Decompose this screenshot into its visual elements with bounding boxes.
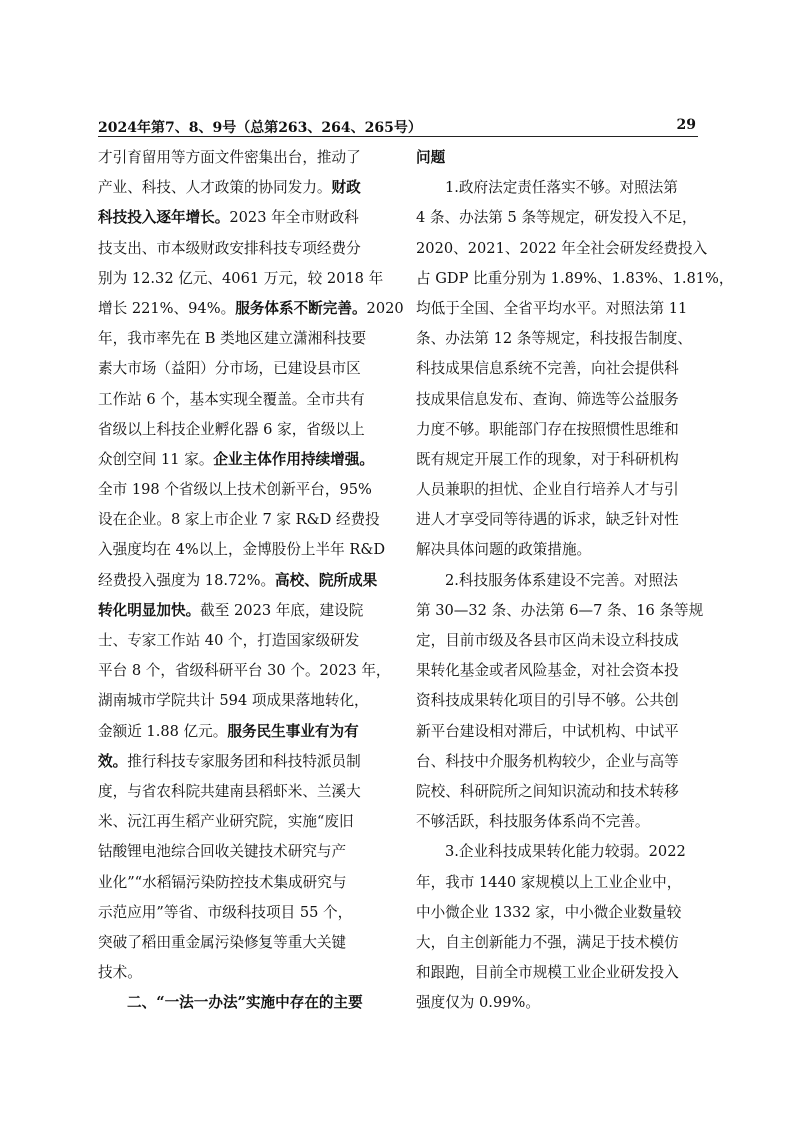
text-line [98,264,388,294]
body-text: 均低于全国、全省平均水平。对照法第 11 [416,299,688,317]
body-text: 年，我市 1440 家规模以上工业企业中， [416,873,682,891]
text-line [416,988,700,1018]
body-text: 解决具体问题的政策措施。 [416,541,592,559]
body-text: 年，我市率先在 B 类地区建立潇湘科技要 [98,330,367,348]
header-rule [98,136,698,137]
running-header [98,114,696,136]
text-line [98,898,388,928]
text-line [416,777,700,807]
body-text: 金额近 1.88 亿元。 [98,722,228,740]
text-line [416,505,700,535]
body-text: 省级以上科技企业孵化器 6 家，省级以上 [98,420,365,438]
text-line [98,234,388,264]
body-text: 既有规定开展工作的现象，对于科研机构 [416,450,679,468]
bold-text: 二、“一法一办法”实施中存在的主要 [127,994,363,1012]
body-text: 钴酸锂电池综合回收关键技术研究与产 [98,843,347,861]
text-line [416,717,700,747]
body-text: 力度不够。职能部门存在按照惯性思维和 [416,420,679,438]
text-line [98,385,388,415]
text-line [98,324,388,354]
body-text: 院校、科研院所之间知识流动和技术转移 [416,782,679,800]
body-text: 产业、科技、人才政策的协同发力。 [98,179,332,197]
text-line [98,868,388,898]
bold-text: 高校、院所成果 [275,571,378,589]
text-line [98,928,388,958]
bold-text: 财政 [331,179,361,197]
bold-text: 效。 [98,752,128,770]
body-text: 推行科技专家服务团和科技特派员制 [127,752,361,770]
body-text: 进人才享受同等待遇的诉求，缺乏针对性 [416,511,679,529]
text-line [98,535,388,565]
body-text: 工作站 6 个，基本实现全覆盖。全市共有 [98,390,365,408]
text-line [98,505,388,535]
body-text: 湖南城市学院共计 594 项成果落地转化， [98,692,369,710]
body-text: 业化”“水稻镉污染防控技术集成研究与 [98,873,347,891]
body-text: 不够活跃，科技服务体系尚不完善。 [416,813,650,831]
body-text: 3.企业科技成果转化能力较弱。2022 [445,843,686,861]
text-line [98,807,388,837]
text-line [98,626,388,656]
text-line [416,385,700,415]
body-text: 科技成果信息系统不完善，向社会提供科 [416,360,679,378]
text-line [416,234,708,264]
bold-text: 企业主体作用持续增强。 [213,450,374,468]
body-text: 经费投入强度为 18.72%。 [98,571,276,589]
body-text: 2.科技服务体系建设不完善。对照法 [445,571,678,589]
text-line [416,324,700,354]
body-text: 技支出、市本级财政安排科技专项经费分 [98,239,361,257]
body-text: 平台 8 个，省级科研平台 30 个。2023 年， [98,662,391,680]
body-text: 占 GDP 比重分别为 1.89%、1.83%、1.81%， [416,269,734,287]
body-text: 4 条、办法第 5 条等规定，研发投入不足， [416,209,697,227]
text-line [98,958,388,988]
text-line [416,415,700,445]
text-line [416,837,700,867]
body-text: 示范应用”等省、市级科技项目 55 个， [98,903,353,921]
text-line [98,717,388,747]
text-line [98,445,388,475]
body-text: 技术。 [98,964,142,982]
body-text: 台、科技中介服务机构较少，企业与高等 [416,752,679,770]
text-line [416,868,700,898]
body-text: 中小微企业 1332 家，中小微企业数量较 [416,903,682,921]
text-line [416,596,704,626]
text-line [416,807,700,837]
text-line [416,747,700,777]
text-line [416,958,700,988]
body-text: 2023 年全市财政科 [229,209,359,227]
text-line [416,686,700,716]
text-line [98,596,388,626]
body-text: 才引育留用等方面文件密集出台，推动了 [98,149,361,166]
bold-text: 服务民生事业有为有 [227,722,359,740]
body-text: 2020、2021、2022 年全社会研发经费投入 [416,239,708,257]
text-line [416,626,700,656]
text-line [416,203,700,233]
body-text: 和跟跑，目前全市规模工业企业研发投入 [416,964,679,982]
text-line [98,354,388,384]
text-line [416,143,700,173]
body-text: 突破了稻田重金属污染修复等重大关键 [98,933,347,951]
text-line [98,777,388,807]
body-text: 全市 198 个省级以上技术创新平台，95% [98,481,372,499]
body-text: 2020 [366,299,404,317]
bold-text: 服务体系不断完善。 [235,299,367,317]
body-text: 条、办法第 12 条等规定，科技报告制度、 [416,330,692,348]
text-line [98,656,391,686]
body-text: 第 30—32 条、办法第 6—7 条、16 条等规 [416,601,704,619]
text-line [416,898,700,928]
text-line [98,566,388,596]
body-text: 技成果信息发布、查询、筛选等公益服务 [416,390,679,408]
text-line [98,294,404,324]
text-line [98,415,388,445]
text-line [98,173,388,203]
body-text: 设在企业。8 家上市企业 7 家 R&D 经费投 [98,511,380,529]
body-text: 定，目前市级及各县市区尚未设立科技成 [416,632,679,649]
text-line [98,747,388,777]
right-column [416,143,734,1018]
text-line [416,928,700,958]
text-line [98,203,388,233]
body-text: 资科技成果转化项目的引导不够。公共创 [416,692,679,710]
bold-text: 转化明显加快。 [98,601,201,619]
text-line [98,837,388,867]
body-text: 大，自主创新能力不强，满足于技术模仿 [416,933,679,951]
bold-text: 科技投入逐年增长。 [98,209,230,227]
body-text: 众创空间 11 家。 [98,450,214,468]
text-line [416,445,700,475]
page-number: 29 [676,117,696,133]
text-line [416,566,700,596]
text-line [416,656,700,686]
text-line [416,173,700,203]
body-text: 人员兼职的担忧、企业自行培养人才与引 [416,481,679,499]
body-text: 新平台建设相对滞后，中试机构、中试平 [416,722,679,740]
bold-text: 问题 [416,149,446,166]
left-column [98,143,404,1018]
text-line [416,475,700,505]
body-text: 米、沅江再生稻产业研究院，实施“废旧 [98,813,354,831]
body-text: 1.政府法定责任落实不够。对照法第 [445,179,678,197]
body-text: 增长 221%、94%。 [98,299,236,317]
text-line [416,264,734,294]
text-line [98,143,388,173]
body-text: 士、专家工作站 40 个，打造国家级研发 [98,632,360,649]
body-text: 素大市场（益阳）分市场，已建设县市区 [98,360,361,378]
text-line [98,988,388,1018]
body-text: 强度仅为 0.99%。 [416,994,540,1012]
text-line [98,686,388,716]
body-text: 度，与省农科院共建南县稻虾米、兰溪大 [98,782,361,800]
text-line [416,294,700,324]
issue-info: 2024年第7、8、9号（总第263、264、265号） [98,120,422,136]
text-line [416,354,700,384]
text-line [416,535,700,565]
body-text: 截至 2023 年底，建设院 [200,601,364,619]
body-text: 入强度均在 4%以上，金博股份上半年 R&D [98,541,386,559]
body-text: 果转化基金或者风险基金，对社会资本投 [416,662,679,680]
body-text: 别为 12.32 亿元、4061 万元，较 2018 年 [98,269,384,287]
text-line [98,475,388,505]
